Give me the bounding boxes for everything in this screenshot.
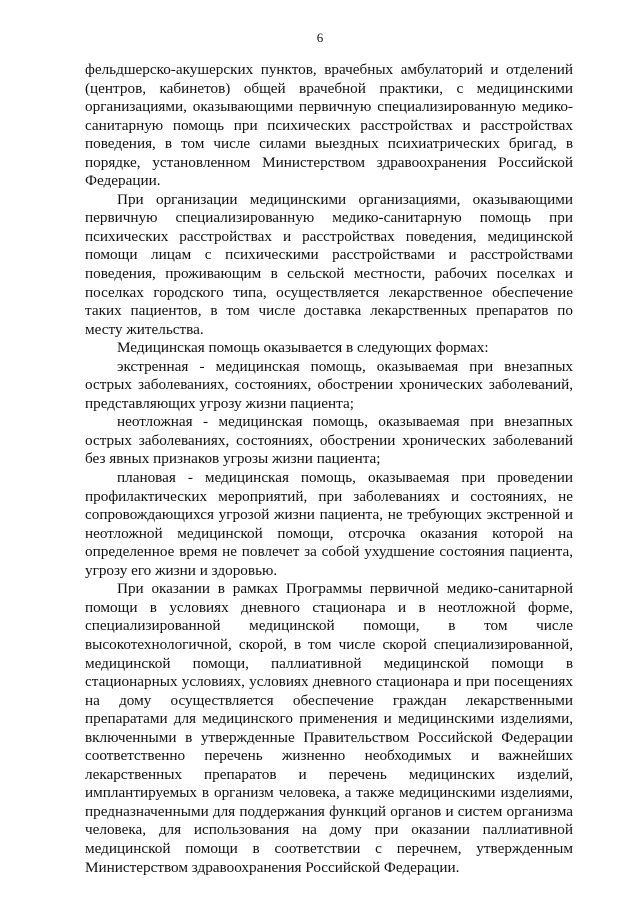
paragraph-rural-provision: При организации медицинскими организациями, оказывающими первичную специализированную медико-санитарную помощь при психических расстройствах и расстройствах поведения, медицинской помощи лицам с психическими расстройствами и расстройствами поведения, проживающим в сельской местности, рабочих поселках и поселках городского типа, осуществляется лекарственное обеспечение таких пациентов, в том числе доставка лекарственных препаратов по месту жительства. [85, 190, 573, 338]
paragraph-planned-form: плановая - медицинская помощь, оказываемая при проведении профилактических мероприятий, при заболеваниях и состояниях, не сопровождающихся угрозой жизни пациента, не требующих экстренной и неотложной медицинской помощи, отсрочка оказания которой на определенное время не повлечет за собой ухудшение состояния пациента, угрозу его жизни и здоровью. [85, 469, 573, 579]
paragraph-continuation: фельдшерско-акушерских пунктов, врачебных амбулаторий и отделений (центров, кабинетов) общей врачебной практики, с медицинскими организациями, оказывающими первичную специализированную медико-санитарную помощь при психических расстройствах и расстройствах поведения, в том числе силами выездных психиатрических бригад, в порядке, установленном Министерством здравоохранения Российской Федерации. [85, 61, 573, 190]
document-body [85, 61, 573, 877]
paragraph-urgent-form: неотложная - медицинская помощь, оказываемая при внезапных острых заболеваниях, состояниях, обострении хронических заболеваний без явных признаков угрозы жизни пациента; [85, 413, 573, 468]
page-number: 6 [316, 30, 324, 45]
paragraph-drug-provision: При оказании в рамках Программы первичной медико-санитарной помощи в условиях дневного стационара и в неотложной форме, специализированной медицинской помощи, в том числе высокотехнологичной, скорой, в том числе скорой специализированной, медицинской помощи, паллиативной медицинской помощи в стационарных условиях, условиях дневного стационара и при посещениях на дому осуществляется обеспечение граждан лекарственными препаратами для медицинского применения и медицинскими изделиями, включенными в утвержденные Правительством Российской Федерации соответственно перечень жизненно необходимых и важнейших лекарственных препаратов и перечень медицинских изделий, имплантируемых в организм человека, а также медицинскими изделиями, предназначенными для поддержания функций органов и систем организма человека, для использования на дому при оказании паллиативной медицинской помощи в соответствии с перечнем, утвержденным Министерством здравоохранения Российской Федерации. [85, 580, 573, 876]
paragraph-emergency-form: экстренная - медицинская помощь, оказываемая при внезапных острых заболеваниях, состояниях, обострении хронических заболеваний, представляющих угрозу жизни пациента; [85, 357, 573, 412]
paragraph-care-forms-intro: Медицинская помощь оказывается в следующих формах: [117, 339, 489, 357]
